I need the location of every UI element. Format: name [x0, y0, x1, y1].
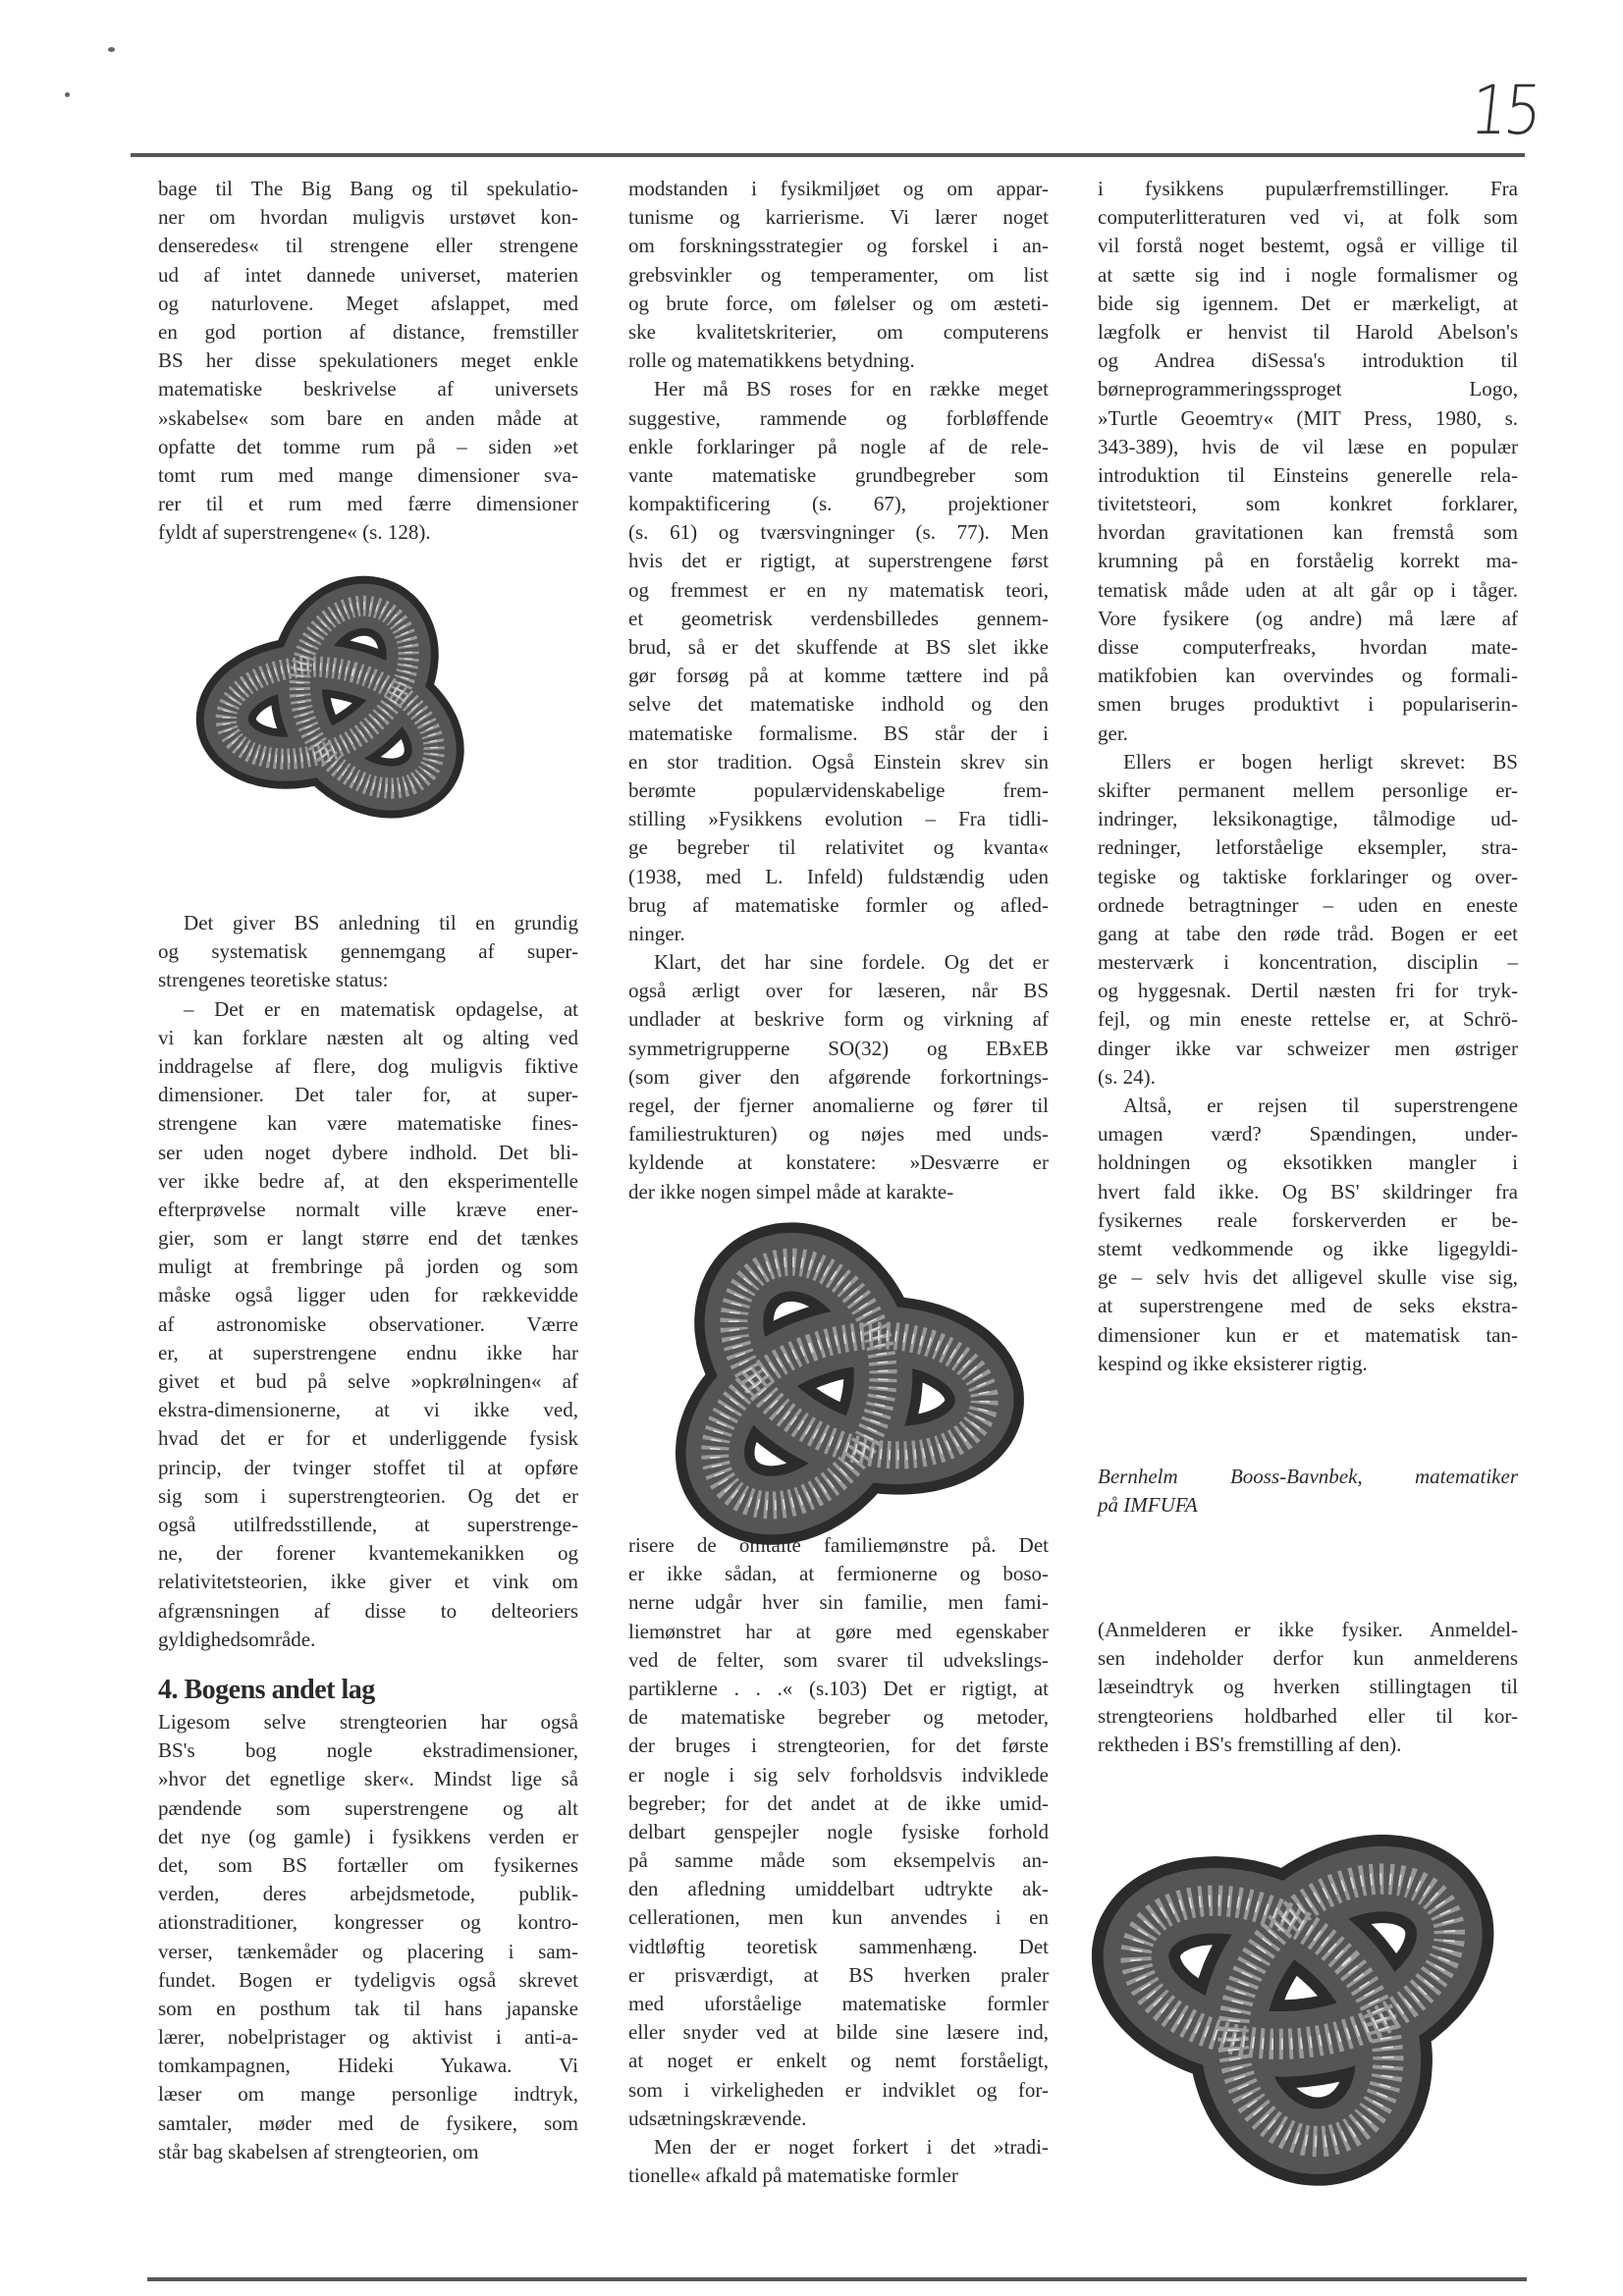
text-line: hvad det er for et underliggende fysisk — [158, 1426, 578, 1451]
text-line: også ærligt over for læseren, når BS — [628, 979, 1049, 1003]
column-2-text-top — [628, 175, 1049, 1206]
text-line: bage til The Big Bang og til spekulatio- — [158, 177, 578, 200]
text-line: risere de omtalte familiemønstre på. Det — [628, 1533, 1049, 1557]
page-number: 15 — [1466, 71, 1542, 151]
text-line: Det giver BS anledning til en grundig — [184, 911, 578, 934]
text-line: strengenes teoretiske status: — [158, 968, 389, 992]
text-line: læseindtryk og hverken stillingtagen til — [1098, 1675, 1518, 1699]
text-line: og fremmest er en ny matematisk teori, — [628, 577, 1049, 602]
text-line: ationstraditioner, kongresser og kontro- — [158, 1910, 578, 1935]
text-line: ved de felter, som svarer til udvekslings- — [628, 1647, 1049, 1672]
text-line: liemønstret har at gøre med egenskaber — [628, 1619, 1049, 1643]
text-line: sen indeholder derfor kun anmelderens — [1098, 1646, 1518, 1671]
text-line: udsætningskrævende. — [628, 2106, 807, 2130]
column-2-text-bottom — [628, 1531, 1049, 2190]
text-line: også utilfredsstillende, at superstrenge- — [158, 1512, 578, 1536]
text-line: gier, som er langt større end det tænkes — [158, 1226, 578, 1251]
text-line: vante matematiske grundbegreber som — [628, 462, 1049, 487]
text-line: indringer, leksikonagtige, tålmodige ud- — [1098, 807, 1518, 831]
text-line: efterprøvelse normalt ville kræve ener- — [158, 1197, 578, 1221]
text-line: gør forsøg på at komme tættere ind på — [628, 664, 1049, 688]
text-line: opfatte det tomme rum på – siden »et — [158, 434, 578, 458]
text-line: rer til et rum med færre dimensioner — [158, 492, 578, 516]
text-line: BS's bog nogle ekstradimensioner, — [158, 1738, 578, 1763]
text-line: læser om mange personlige indtryk, — [158, 2082, 578, 2107]
text-line: muligt at frembringe på jorden og som — [158, 1255, 578, 1279]
text-line: suggestive, rammende og forbløffende — [628, 405, 1049, 430]
text-line: symmetrigrupperne SO(32) og EBxEB — [628, 1036, 1049, 1060]
text-line: som i virkeligheden er indviklet og for- — [628, 2077, 1049, 2102]
text-line: relativitetsteorien, ikke giver et vink om — [158, 1570, 578, 1594]
text-line: ger. — [1098, 721, 1128, 745]
text-line: at noget er enkelt og nemt forståeligt, — [628, 2049, 1049, 2073]
knot-illustration — [162, 574, 520, 834]
text-line: BS her disse spekulationers meget enkle — [158, 348, 578, 373]
text-line: med uforståelige matematiske formler — [628, 1992, 1049, 2015]
text-line: fejl, og min eneste rettelse er, at Schrö- — [1098, 1007, 1518, 1032]
text-line: vi kan forklare næsten alt og alting ved — [158, 1025, 578, 1049]
text-line: partiklerne . . .« (s.103) Det er rigtigt, at — [628, 1676, 1049, 1700]
text-line: børneprogrammeringssproget Logo, — [1098, 377, 1518, 401]
text-line: grebsvinkler og temperamenter, om list — [628, 262, 1049, 287]
text-line: fundet. Bogen er tydeligvis også skrevet — [158, 1967, 578, 1992]
text-line: tegiske og taktiske forklaringer og over- — [1098, 864, 1518, 888]
text-line: på samme måde som eksempelvis an- — [628, 1848, 1049, 1873]
text-line: lægfolk er henvist til Harold Abelson's — [1098, 319, 1518, 344]
text-line: computerlitteraturen ved vi, at folk som — [1098, 205, 1518, 230]
text-line: introduktion til Einsteins generelle rela- — [1098, 462, 1518, 487]
text-line: der ikke nogen simpel måde at karakte- — [628, 1179, 954, 1203]
text-line: vidtløftig teoretisk sammenhæng. Det — [628, 1934, 1049, 1958]
text-line: Klart, det har sine fordele. Og det er — [654, 950, 1049, 975]
text-line: ge begreber til relativitet og kvanta« — [628, 835, 1049, 860]
text-line: kyldende at konstatere: »Desværre er — [628, 1150, 1049, 1175]
text-line: den afledning umiddelbart udtrykte ak- — [628, 1877, 1049, 1901]
text-line: inddragelse af flere, dog muligvis fiktive — [158, 1053, 578, 1078]
text-line: en god portion af distance, fremstiller — [158, 319, 578, 344]
author-byline — [1098, 1463, 1518, 1520]
knot-illustration — [624, 1217, 1037, 1561]
text-line: ske kvalitetskriterier, om computerens — [628, 319, 1049, 344]
text-line: umagen værd? Spændingen, under- — [1098, 1122, 1518, 1147]
text-line: stemt vedkommende og ikke ligegyldi- — [1098, 1236, 1518, 1260]
text-line: om forskningsstrategier og forskel i an- — [628, 234, 1049, 258]
footer-rule — [147, 2277, 1527, 2281]
text-line: – Det er en matematisk opdagelse, at — [184, 996, 578, 1021]
text-line: de matematiske begreber og metoder, — [628, 1705, 1049, 1730]
text-line: ninger. — [628, 921, 685, 945]
text-line: ner om hvordan muligvis urstøvet kon- — [158, 205, 578, 230]
text-line: står bag skabelsen af strengteorien, om — [158, 2139, 479, 2163]
text-line: hvordan gravitationen kan fremstå som — [1098, 520, 1518, 545]
text-line: er ikke sådan, at fermionerne og boso- — [628, 1562, 1049, 1586]
text-line: og hyggesnak. Dertil næsten fri for tryk- — [1098, 979, 1518, 1003]
text-line: nerne udgår hver sin familie, men fami- — [628, 1590, 1049, 1615]
text-line: begreber; for det andet at de ikke umid- — [628, 1790, 1049, 1815]
text-line: som en posthum tak til hans japanske — [158, 1996, 578, 2020]
text-line: matematiske beskrivelse af universets — [158, 377, 578, 401]
text-line: og systematisk gennemgang af super- — [158, 939, 578, 964]
text-line: Ligesom selve strengteorien har også — [158, 1710, 578, 1734]
text-line: bide sig igennem. Det er mærkeligt, at — [1098, 291, 1518, 315]
text-line: verden, deres arbejdsmetode, publik- — [158, 1882, 578, 1906]
text-line: 343-389), hvis de vil læse en populær — [1098, 434, 1518, 458]
text-line: fyldt af superstrengene« (s. 128). — [158, 520, 431, 545]
text-line: dimensioner kun er et matematisk tan- — [1098, 1322, 1518, 1347]
text-line: givet et bud på selve »opkrølningen« af — [158, 1369, 578, 1393]
text-line: (Anmelderen er ikke fysiker. Anmeldel- — [1098, 1618, 1518, 1641]
text-line: er prisværdigt, at BS hverken praler — [628, 1962, 1049, 1987]
text-line: tematisk måde uden at alt går op i tåger. — [1098, 577, 1518, 602]
text-line: lærer, nobelpristager og aktivist i anti-a- — [158, 2025, 578, 2050]
text-line: er, at superstrengene endnu ikke har — [158, 1340, 578, 1364]
header-rule — [131, 153, 1525, 157]
text-line: det, som BS fortæller om fysikernes — [158, 1852, 578, 1877]
text-line: vil forstå noget bestemt, også er villige til — [1098, 234, 1518, 258]
text-line: rektheden i BS's fremstilling af den). — [1098, 1732, 1402, 1756]
text-line: (s. 24). — [1098, 1064, 1156, 1089]
text-line: pændende som superstrengene og alt — [158, 1795, 578, 1820]
text-line: Ellers er bogen herligt skrevet: BS — [1123, 749, 1518, 774]
text-line: Altså, er rejsen til superstrengene — [1123, 1094, 1518, 1117]
text-line: rolle og matematikkens betydning. — [628, 348, 915, 373]
text-line: smen bruges produktivt i populariserin- — [1098, 692, 1518, 717]
text-line: hvert fald ikke. Og BS' skildringer fra — [1098, 1179, 1518, 1203]
knot-illustration — [1070, 1796, 1532, 2189]
text-line: verser, tænkemåder og placering i sam- — [158, 1939, 578, 1963]
text-line: på IMFUFA — [1098, 1493, 1198, 1518]
text-line: et geometrisk verdensbilledes gennem- — [628, 606, 1049, 630]
text-line: gyldighedsområde. — [158, 1627, 316, 1651]
text-line: enkle forklaringer på nogle af de rele- — [628, 434, 1049, 458]
text-line: kompaktificering (s. 67), projektioner — [628, 492, 1049, 516]
text-line: samtaler, møder med de fysikere, som — [158, 2110, 578, 2135]
text-line: Her må BS roses for en række meget — [654, 377, 1049, 401]
text-line: er nogle i sig selv forholdsvis indviklede — [628, 1762, 1049, 1787]
text-line: og brute force, om følelser og om æsteti- — [628, 291, 1049, 315]
text-line: fysikernes reale forskerverden er be- — [1098, 1207, 1518, 1232]
text-line: holdningen og eksotikken mangler i — [1098, 1150, 1518, 1175]
text-line: tivitetsteori, som konkret forklarer, — [1098, 492, 1518, 516]
text-line: modstanden i fysikmiljøet og om appar- — [628, 177, 1049, 200]
column-3-text — [1098, 175, 1518, 1378]
reviewer-note — [1098, 1616, 1518, 1759]
text-line: denseredes« til strengene eller strengene — [158, 234, 578, 258]
page-speck — [65, 92, 70, 97]
text-line: gang at tabe den røde tråd. Bogen er eet — [1098, 921, 1518, 945]
text-line: hvis det er rigtigt, at superstrengene først — [628, 549, 1049, 573]
page-speck — [108, 47, 115, 52]
text-line: at superstrengene med de seks ekstra- — [1098, 1294, 1518, 1318]
column-1-text-top — [158, 175, 578, 547]
text-line: »hvor det egnetlige sker«. Mindst lige så — [158, 1767, 578, 1791]
text-line: at sætte sig ind i nogle formalismer og — [1098, 262, 1518, 287]
text-line: (1938, med L. Infeld) fuldstændig uden — [628, 864, 1049, 888]
text-line: brud, så er det skuffende at BS slet ikke — [628, 635, 1049, 659]
text-line: matikfobien kan overvindes og formali- — [1098, 664, 1518, 688]
text-line: strengteoriens holdbarhed eller til kor- — [1098, 1703, 1518, 1728]
text-line: dinger ikke var schweizer men østriger — [1098, 1036, 1518, 1060]
text-line: måske også ligger uden for rækkevidde — [158, 1283, 578, 1308]
text-line: princip, der tvinger stoffet til at opføre — [158, 1455, 578, 1479]
text-line: ver ikke bedre af, at den eksperimentelle — [158, 1168, 578, 1193]
text-line: der bruges i strengteorien, for det første — [628, 1734, 1049, 1758]
text-line: krumning på en forståelig korrekt ma- — [1098, 549, 1518, 573]
text-line: familiestrukturen) og nøjes med unds- — [628, 1122, 1049, 1147]
text-line: i fysikkens pupulærfremstillinger. Fra — [1098, 177, 1518, 200]
text-line: kespind og ikke eksisterer rigtig. — [1098, 1351, 1368, 1375]
text-line: delbart genspejler nogle fysiske forhold — [628, 1819, 1049, 1843]
column-1-text-middle — [158, 909, 578, 1654]
text-line: (s. 61) og tværsvingninger (s. 77). Men — [628, 520, 1049, 545]
text-line: afgrænsningen af disse to delteoriers — [158, 1598, 578, 1623]
text-line: eller snyder ved at bilde sine læsere ind, — [628, 2020, 1049, 2045]
text-line: tomt rum med mange dimensioner sva- — [158, 462, 578, 487]
text-line: regel, der fjerner anomalierne og fører til — [628, 1094, 1049, 1117]
text-line: skifter permanent mellem personlige er- — [1098, 777, 1518, 802]
text-line: cellerationen, men kun anvendes i en — [628, 1905, 1049, 1930]
text-line: undlader at beskrive form og virkning af — [628, 1007, 1049, 1032]
text-line: og Andrea diSessa's introduktion til — [1098, 348, 1518, 373]
text-line: berømte populærvidenskabelige frem- — [628, 777, 1049, 802]
text-line: selve det matematiske indhold og den — [628, 692, 1049, 717]
text-line: (som giver den afgørende forkortnings- — [628, 1064, 1049, 1089]
text-line: tunisme og karrierisme. Vi lærer noget — [628, 205, 1049, 230]
text-line: tionelle« afkald på matematiske formler — [628, 2163, 958, 2188]
text-line: tomkampagnen, Hideki Yukawa. Vi — [158, 2054, 578, 2078]
text-line: en stor tradition. Også Einstein skrev sin — [628, 749, 1049, 774]
column-1-text-bottom — [158, 1708, 578, 2166]
text-line: matematiske formalisme. BS står der i — [628, 721, 1049, 745]
text-line: ge – selv hvis det alligevel skulle vise sig, — [1098, 1265, 1518, 1290]
text-line: Vore fysikere (og andre) må lære af — [1098, 606, 1518, 630]
section-heading: 4. Bogens andet lag — [158, 1675, 375, 1705]
text-line: disse computerfreaks, hvordan mate- — [1098, 635, 1518, 659]
text-line: dimensioner. Det taler for, at super- — [158, 1083, 578, 1107]
text-line: ne, der forener kvantemekanikken og — [158, 1541, 578, 1566]
text-line: sig som i superstrengteorien. Og det er — [158, 1483, 578, 1508]
text-line: ud af intet dannede universet, materien — [158, 262, 578, 287]
text-line: strengene kan være matematiske fines- — [158, 1111, 578, 1136]
text-line: det nye (og gamle) i fysikkens verden er — [158, 1824, 578, 1848]
text-line: ekstra-dimensionerne, at vi ikke ved, — [158, 1398, 578, 1422]
text-line: af astronomiske observationer. Værre — [158, 1311, 578, 1336]
text-line: ser uden noget dybere indhold. Det bli- — [158, 1140, 578, 1164]
text-line: brug af matematiske formler og afled- — [628, 892, 1049, 917]
text-line: redninger, letforståelige eksempler, stra- — [1098, 835, 1518, 860]
text-line: ordnede betragtninger – uden en eneste — [1098, 892, 1518, 917]
text-line: »skabelse« som bare en anden måde at — [158, 405, 578, 430]
text-line: Bernhelm Booss-Bavnbek, matematiker — [1098, 1465, 1518, 1488]
text-line: Men der er noget forkert i det »tradi- — [654, 2134, 1049, 2159]
text-line: og naturlovene. Meget afslappet, med — [158, 291, 578, 315]
text-line: mesterværk i koncentration, disciplin – — [1098, 950, 1518, 975]
text-line: »Turtle Geoemtry« (MIT Press, 1980, s. — [1098, 405, 1518, 430]
text-line: stilling »Fysikkens evolution – Fra tidli- — [628, 807, 1049, 831]
